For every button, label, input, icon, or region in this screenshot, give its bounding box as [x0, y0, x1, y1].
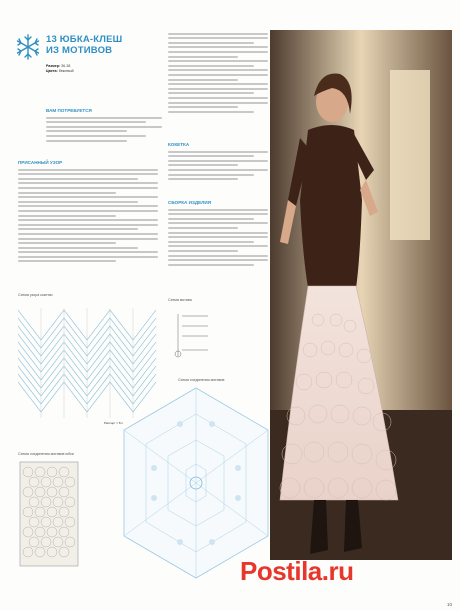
legend-diagram: [168, 306, 258, 366]
title-line2: ИЗ МОТИВОВ: [46, 45, 113, 56]
motif-panel-diagram: [18, 460, 80, 568]
pattern-text: [18, 166, 158, 286]
title-line1: 13 ЮБКА-КЛЕШ: [46, 34, 123, 45]
yoke-text: [168, 148, 268, 198]
page-number: 10: [446, 602, 452, 607]
page-title: [46, 34, 122, 56]
caption-motif: Схема соединения мотивов: [178, 378, 225, 382]
snowflake-icon: [14, 33, 42, 61]
section-assembly: СБОРКА ИЗДЕЛИЯ: [168, 200, 211, 205]
colors-value: бежевый: [58, 69, 74, 73]
section-pattern: ПРИСАННЫЙ УЗОР: [18, 160, 63, 165]
tools-text: [46, 114, 162, 154]
colors-label: Цвета:: [46, 69, 58, 73]
model-photo: [270, 30, 452, 560]
section-tools: ВАМ ПОТРЕБУЕТСЯ: [46, 108, 92, 113]
caption-panel: Схема соединения мотивов юбки: [18, 452, 74, 456]
section-yoke: КОКЕТКА: [168, 142, 190, 147]
assembly-text: [168, 206, 268, 302]
caption-mid: Схема мотива: [168, 298, 192, 302]
size-label: Размер:: [46, 64, 61, 68]
middle-text: [168, 30, 268, 140]
postila-watermark: Postila.ru: [240, 556, 354, 586]
caption-skirt-chart: Схема узора кокетки: [18, 293, 53, 297]
size-value: 36-38: [61, 64, 71, 68]
svg-text:Раппорт = 8 п: Раппорт = 8 п: [104, 421, 124, 425]
meta-block: [46, 64, 146, 74]
hexagon-motif-chart: [120, 384, 272, 582]
